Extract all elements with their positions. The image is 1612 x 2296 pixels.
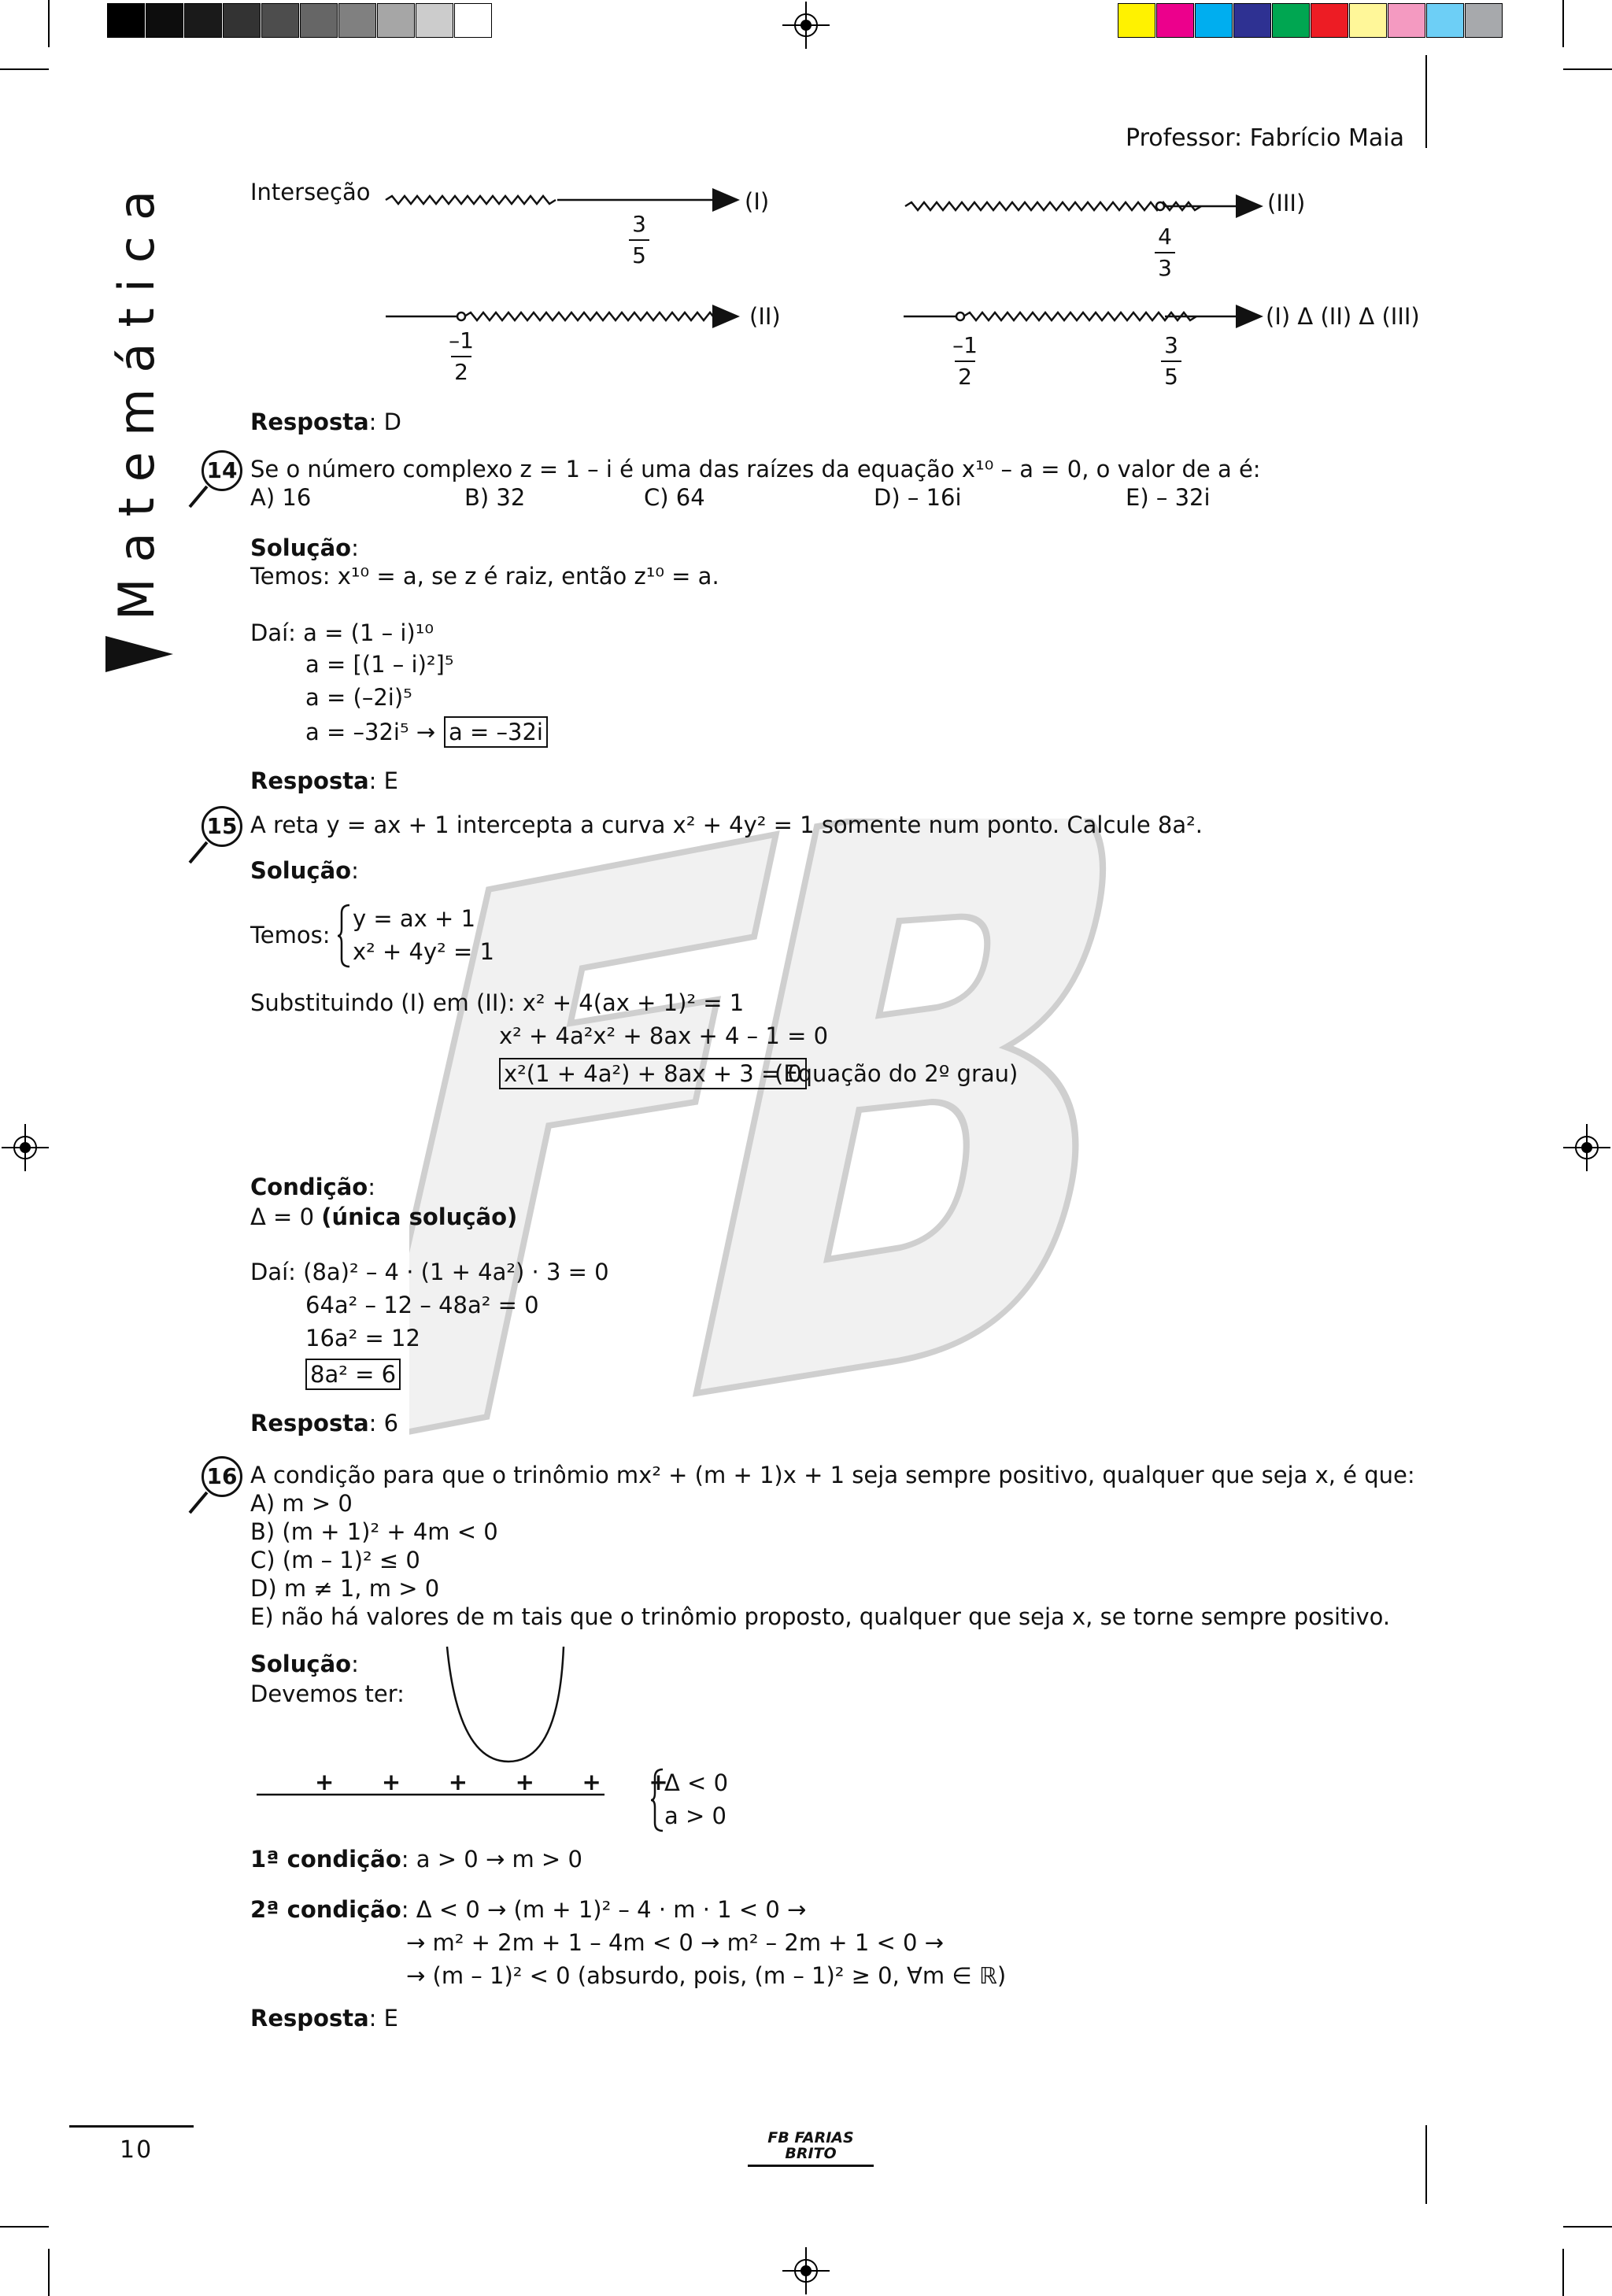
- registration-mark-top: [782, 2, 830, 49]
- system-brace: [650, 1768, 666, 1832]
- intersection-label: Interseção: [250, 179, 371, 205]
- fraction-result-right: 3 5: [1155, 332, 1187, 390]
- q16-option-d: D) m ≠ 1, m > 0: [250, 1575, 440, 1602]
- q15-answer: Resposta: 6: [250, 1410, 399, 1436]
- q15-solution-label: Solução:: [250, 857, 359, 884]
- fraction-neg1-2: –1 2: [449, 327, 474, 385]
- q16-answer: Resposta: E: [250, 2005, 398, 2032]
- q15-statement: A reta y = ax + 1 intercepta a curva x² + 4y² = 1 somente num ponto. Calcule 8a².: [250, 812, 1203, 838]
- q14-step3: a = (–2i)⁵: [305, 684, 412, 711]
- line-I-label: (I): [745, 188, 770, 215]
- q15-note: (Equação do 2º grau): [775, 1060, 1019, 1087]
- q14-step2: a = [(1 – i)²]⁵: [305, 651, 454, 678]
- q15-dai-step3: 16a² = 12: [305, 1325, 420, 1351]
- registration-mark-left: [2, 1124, 49, 1171]
- q16-condition-1: 1ª condição: a > 0 → m > 0: [250, 1846, 582, 1873]
- result-label: (I) Δ (II) Δ (III): [1266, 303, 1420, 330]
- q16-option-c: C) (m – 1)² ≤ 0: [250, 1547, 420, 1573]
- registration-mark-right: [1563, 1124, 1610, 1171]
- fraction-3-5: 3 5: [623, 211, 655, 269]
- q15-dai-step1: Daí: (8a)² – 4 · (1 + 4a²) · 3 = 0: [250, 1259, 609, 1285]
- answer-13: Resposta: D: [250, 409, 401, 435]
- question-number-16: 16: [202, 1456, 242, 1497]
- q15-substitution-step2: x² + 4a²x² + 8ax + 4 – 1 = 0: [499, 1022, 829, 1049]
- fraction-result-left: –1 2: [952, 332, 978, 390]
- q15-substitution: Substituindo (I) em (II): x² + 4(ax + 1)² = 1: [250, 989, 745, 1016]
- q16-system-eq1: Δ < 0: [664, 1769, 729, 1796]
- q16-condition-2: 2ª condição: Δ < 0 → (m + 1)² – 4 · m · 1 < 0 →: [250, 1896, 807, 1923]
- q14-option-e: E) – 32i: [1126, 484, 1211, 511]
- line-III-label: (III): [1267, 190, 1306, 216]
- fraction-4-3: 4 3: [1149, 224, 1181, 282]
- q15-system-eq2: x² + 4y² = 1: [353, 938, 494, 965]
- subject-vertical-title: Matemática: [108, 175, 165, 620]
- q14-option-a: A) 16: [250, 484, 312, 511]
- q15-system-eq1: y = ax + 1: [353, 905, 476, 932]
- q14-solution-label: Solução:: [250, 534, 359, 561]
- q16-positive-signs: + + + + + +: [315, 1769, 668, 1795]
- fb-watermark: [409, 819, 1196, 1448]
- q16-condition-2-step2: → m² + 2m + 1 – 4m < 0 → m² – 2m + 1 < 0 →: [406, 1929, 944, 1956]
- footer-rule: [69, 2125, 194, 2128]
- sidebar-arrow-icon: [105, 636, 173, 672]
- farias-brito-logo: FB FARIAS BRITO: [748, 2130, 874, 2167]
- q16-option-a: A) m > 0: [250, 1490, 353, 1517]
- system-brace: [337, 904, 353, 968]
- q14-statement: Se o número complexo z = 1 – i é uma das raízes da equação x¹⁰ – a = 0, o valor de a é:: [250, 456, 1261, 482]
- q14-option-b: B) 32: [464, 484, 526, 511]
- q15-dai-step2: 64a² – 12 – 48a² = 0: [305, 1292, 539, 1318]
- q16-statement: A condição para que o trinômio mx² + (m + 1)x + 1 seja sempre positivo, qualquer que seja x, é que:: [250, 1462, 1415, 1488]
- question-number-15: 15: [202, 806, 242, 847]
- q14-option-c: C) 64: [644, 484, 705, 511]
- q16-condition-2-step3: → (m – 1)² < 0 (absurdo, pois, (m – 1)² ≥ 0, ∀m ∈ ℝ): [406, 1962, 1007, 1989]
- q16-option-e: E) não há valores de m tais que o trinômio proposto, qualquer que seja x, se torne sempre positivo.: [250, 1603, 1391, 1630]
- q15-boxed-result: 8a² = 6: [305, 1359, 401, 1390]
- q15-condition-label: Condição:: [250, 1174, 376, 1200]
- professor-name: Professor: Fabrício Maia: [1126, 124, 1404, 152]
- page-number: 10: [120, 2136, 153, 2164]
- q15-boxed-equation: x²(1 + 4a²) + 8ax + 3 = 0: [499, 1058, 807, 1089]
- q14-option-d: D) – 16i: [874, 484, 962, 511]
- q14-step4: a = –32i⁵ →: [305, 719, 436, 745]
- q14-boxed-result: a = –32i: [444, 716, 548, 748]
- q14-line1: Temos: x¹⁰ = a, se z é raiz, então z¹⁰ = a.: [250, 563, 719, 590]
- question-number-14: 14: [202, 450, 242, 491]
- q16-solution-label: Solução:: [250, 1651, 359, 1677]
- number-line-diagram: [370, 183, 1401, 340]
- registration-mark-bottom: [782, 2247, 830, 2294]
- q14-dai: Daí: a = (1 – i)¹⁰: [250, 619, 434, 646]
- line-II-label: (II): [749, 303, 781, 330]
- q16-system-eq2: a > 0: [664, 1802, 727, 1829]
- q16-devemos: Devemos ter:: [250, 1680, 405, 1707]
- q15-condition: Δ = 0 (única solução): [250, 1203, 518, 1230]
- q14-answer: Resposta: E: [250, 767, 398, 794]
- q15-temos: Temos:: [250, 922, 331, 948]
- q16-option-b: B) (m + 1)² + 4m < 0: [250, 1518, 498, 1545]
